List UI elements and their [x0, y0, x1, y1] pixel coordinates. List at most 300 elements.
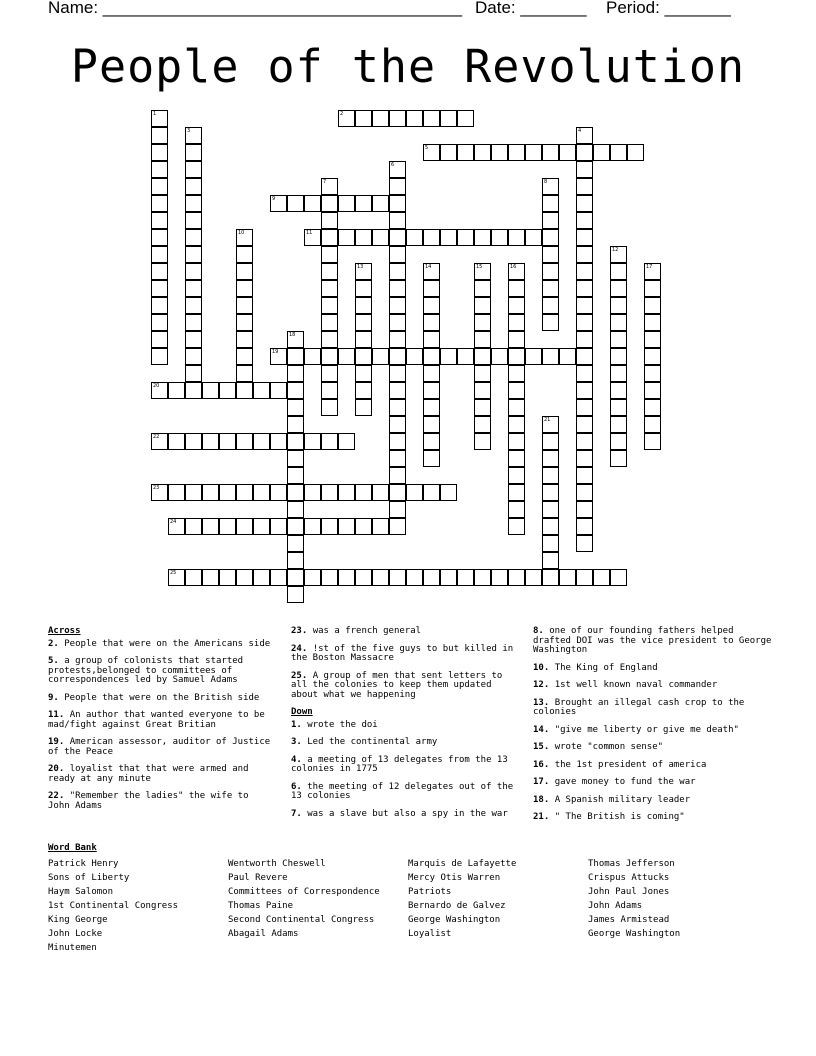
- grid-cell[interactable]: [440, 110, 457, 127]
- grid-cell[interactable]: [389, 518, 406, 535]
- grid-cell[interactable]: [151, 331, 168, 348]
- grid-cell[interactable]: [457, 348, 474, 365]
- grid-cell[interactable]: [389, 161, 406, 178]
- grid-cell[interactable]: [236, 331, 253, 348]
- date-field[interactable]: Date: _______: [475, 0, 587, 17]
- grid-cell[interactable]: [508, 569, 525, 586]
- grid-cell[interactable]: [338, 484, 355, 501]
- grid-cell[interactable]: [508, 331, 525, 348]
- grid-cell[interactable]: [151, 212, 168, 229]
- grid-cell[interactable]: [576, 365, 593, 382]
- grid-cell[interactable]: [423, 314, 440, 331]
- grid-cell[interactable]: [338, 195, 355, 212]
- grid-cell[interactable]: [644, 416, 661, 433]
- grid-cell[interactable]: [423, 382, 440, 399]
- grid-cell[interactable]: [287, 348, 304, 365]
- grid-cell[interactable]: [423, 110, 440, 127]
- name-field[interactable]: Name: ______________________________________: [48, 0, 463, 17]
- grid-cell[interactable]: [338, 348, 355, 365]
- grid-cell[interactable]: [270, 348, 287, 365]
- grid-cell[interactable]: [644, 433, 661, 450]
- grid-cell[interactable]: [542, 195, 559, 212]
- grid-cell[interactable]: [219, 484, 236, 501]
- grid-cell[interactable]: [423, 144, 440, 161]
- grid-cell[interactable]: [321, 229, 338, 246]
- grid-cell[interactable]: [372, 110, 389, 127]
- grid-cell[interactable]: [270, 484, 287, 501]
- grid-cell[interactable]: [576, 501, 593, 518]
- grid-cell[interactable]: [185, 246, 202, 263]
- grid-cell[interactable]: [389, 331, 406, 348]
- grid-cell[interactable]: [321, 433, 338, 450]
- grid-cell[interactable]: [389, 246, 406, 263]
- grid-cell[interactable]: [576, 161, 593, 178]
- grid-cell[interactable]: [185, 348, 202, 365]
- grid-cell[interactable]: [355, 297, 372, 314]
- grid-cell[interactable]: [270, 195, 287, 212]
- grid-cell[interactable]: [576, 535, 593, 552]
- grid-cell[interactable]: [389, 348, 406, 365]
- grid-cell[interactable]: [474, 144, 491, 161]
- grid-cell[interactable]: [542, 484, 559, 501]
- grid-cell[interactable]: [185, 280, 202, 297]
- grid-cell[interactable]: [576, 416, 593, 433]
- grid-cell[interactable]: [389, 178, 406, 195]
- grid-cell[interactable]: [389, 382, 406, 399]
- grid-cell[interactable]: [321, 297, 338, 314]
- grid-cell[interactable]: [440, 229, 457, 246]
- grid-cell[interactable]: [355, 195, 372, 212]
- grid-cell[interactable]: [287, 382, 304, 399]
- grid-cell[interactable]: [576, 263, 593, 280]
- grid-cell[interactable]: [287, 569, 304, 586]
- grid-cell[interactable]: [253, 382, 270, 399]
- grid-cell[interactable]: [593, 144, 610, 161]
- grid-cell[interactable]: [338, 433, 355, 450]
- grid-cell[interactable]: [287, 552, 304, 569]
- grid-cell[interactable]: [423, 433, 440, 450]
- grid-cell[interactable]: [355, 280, 372, 297]
- grid-cell[interactable]: [236, 484, 253, 501]
- grid-cell[interactable]: [474, 263, 491, 280]
- grid-cell[interactable]: [610, 144, 627, 161]
- grid-cell[interactable]: [321, 195, 338, 212]
- grid-cell[interactable]: [372, 348, 389, 365]
- grid-cell[interactable]: [610, 348, 627, 365]
- grid-cell[interactable]: [321, 569, 338, 586]
- grid-cell[interactable]: [423, 416, 440, 433]
- grid-cell[interactable]: [610, 314, 627, 331]
- grid-cell[interactable]: [304, 348, 321, 365]
- grid-cell[interactable]: [406, 348, 423, 365]
- grid-cell[interactable]: [321, 399, 338, 416]
- grid-cell[interactable]: [202, 569, 219, 586]
- grid-cell[interactable]: [321, 263, 338, 280]
- grid-cell[interactable]: [287, 450, 304, 467]
- grid-cell[interactable]: [423, 569, 440, 586]
- grid-cell[interactable]: [287, 501, 304, 518]
- grid-cell[interactable]: [236, 518, 253, 535]
- grid-cell[interactable]: [559, 144, 576, 161]
- grid-cell[interactable]: [185, 569, 202, 586]
- grid-cell[interactable]: [576, 433, 593, 450]
- grid-cell[interactable]: [542, 433, 559, 450]
- grid-cell[interactable]: [440, 569, 457, 586]
- grid-cell[interactable]: [287, 365, 304, 382]
- grid-cell[interactable]: [287, 195, 304, 212]
- grid-cell[interactable]: [168, 433, 185, 450]
- grid-cell[interactable]: [508, 501, 525, 518]
- grid-cell[interactable]: [474, 297, 491, 314]
- grid-cell[interactable]: [389, 365, 406, 382]
- grid-cell[interactable]: [610, 280, 627, 297]
- grid-cell[interactable]: [338, 229, 355, 246]
- grid-cell[interactable]: [321, 212, 338, 229]
- grid-cell[interactable]: [542, 314, 559, 331]
- grid-cell[interactable]: [389, 263, 406, 280]
- grid-cell[interactable]: [389, 212, 406, 229]
- grid-cell[interactable]: [576, 280, 593, 297]
- grid-cell[interactable]: [576, 127, 593, 144]
- grid-cell[interactable]: [525, 348, 542, 365]
- grid-cell[interactable]: [372, 518, 389, 535]
- grid-cell[interactable]: [576, 399, 593, 416]
- grid-cell[interactable]: [576, 484, 593, 501]
- grid-cell[interactable]: [542, 348, 559, 365]
- grid-cell[interactable]: [423, 280, 440, 297]
- grid-cell[interactable]: [185, 518, 202, 535]
- grid-cell[interactable]: [508, 297, 525, 314]
- grid-cell[interactable]: [508, 348, 525, 365]
- grid-cell[interactable]: [508, 229, 525, 246]
- grid-cell[interactable]: [151, 195, 168, 212]
- grid-cell[interactable]: [304, 569, 321, 586]
- grid-cell[interactable]: [440, 348, 457, 365]
- grid-cell[interactable]: [236, 280, 253, 297]
- grid-cell[interactable]: [355, 399, 372, 416]
- grid-cell[interactable]: [457, 569, 474, 586]
- grid-cell[interactable]: [610, 416, 627, 433]
- grid-cell[interactable]: [287, 586, 304, 603]
- grid-cell[interactable]: [440, 484, 457, 501]
- grid-cell[interactable]: [355, 348, 372, 365]
- grid-cell[interactable]: [406, 569, 423, 586]
- grid-cell[interactable]: [287, 518, 304, 535]
- grid-cell[interactable]: [508, 144, 525, 161]
- grid-cell[interactable]: [321, 280, 338, 297]
- grid-cell[interactable]: [253, 569, 270, 586]
- grid-cell[interactable]: [355, 263, 372, 280]
- grid-cell[interactable]: [372, 195, 389, 212]
- grid-cell[interactable]: [168, 484, 185, 501]
- grid-cell[interactable]: [576, 467, 593, 484]
- grid-cell[interactable]: [406, 229, 423, 246]
- grid-cell[interactable]: [542, 178, 559, 195]
- grid-cell[interactable]: [542, 212, 559, 229]
- grid-cell[interactable]: [406, 110, 423, 127]
- grid-cell[interactable]: [185, 212, 202, 229]
- grid-cell[interactable]: [202, 433, 219, 450]
- grid-cell[interactable]: [508, 399, 525, 416]
- grid-cell[interactable]: [525, 229, 542, 246]
- grid-cell[interactable]: [423, 399, 440, 416]
- grid-cell[interactable]: [321, 365, 338, 382]
- grid-cell[interactable]: [474, 399, 491, 416]
- grid-cell[interactable]: [576, 314, 593, 331]
- grid-cell[interactable]: [151, 297, 168, 314]
- grid-cell[interactable]: [389, 484, 406, 501]
- grid-cell[interactable]: [610, 331, 627, 348]
- grid-cell[interactable]: [151, 348, 168, 365]
- grid-cell[interactable]: [542, 416, 559, 433]
- grid-cell[interactable]: [610, 450, 627, 467]
- grid-cell[interactable]: [236, 382, 253, 399]
- grid-cell[interactable]: [474, 569, 491, 586]
- grid-cell[interactable]: [644, 348, 661, 365]
- grid-cell[interactable]: [372, 484, 389, 501]
- grid-cell[interactable]: [389, 569, 406, 586]
- grid-cell[interactable]: [508, 518, 525, 535]
- grid-cell[interactable]: [508, 484, 525, 501]
- grid-cell[interactable]: [236, 263, 253, 280]
- grid-cell[interactable]: [610, 399, 627, 416]
- grid-cell[interactable]: [576, 178, 593, 195]
- grid-cell[interactable]: [423, 263, 440, 280]
- grid-cell[interactable]: [423, 348, 440, 365]
- grid-cell[interactable]: [576, 382, 593, 399]
- grid-cell[interactable]: [474, 416, 491, 433]
- grid-cell[interactable]: [338, 518, 355, 535]
- grid-cell[interactable]: [304, 484, 321, 501]
- grid-cell[interactable]: [542, 467, 559, 484]
- grid-cell[interactable]: [219, 382, 236, 399]
- grid-cell[interactable]: [355, 229, 372, 246]
- grid-cell[interactable]: [389, 416, 406, 433]
- grid-cell[interactable]: [644, 331, 661, 348]
- grid-cell[interactable]: [355, 331, 372, 348]
- grid-cell[interactable]: [389, 399, 406, 416]
- grid-cell[interactable]: [270, 518, 287, 535]
- grid-cell[interactable]: [185, 433, 202, 450]
- grid-cell[interactable]: [389, 297, 406, 314]
- grid-cell[interactable]: [576, 297, 593, 314]
- grid-cell[interactable]: [610, 263, 627, 280]
- grid-cell[interactable]: [389, 467, 406, 484]
- grid-cell[interactable]: [185, 331, 202, 348]
- grid-cell[interactable]: [610, 297, 627, 314]
- grid-cell[interactable]: [236, 314, 253, 331]
- grid-cell[interactable]: [389, 314, 406, 331]
- grid-cell[interactable]: [253, 433, 270, 450]
- grid-cell[interactable]: [270, 433, 287, 450]
- grid-cell[interactable]: [253, 518, 270, 535]
- grid-cell[interactable]: [508, 314, 525, 331]
- grid-cell[interactable]: [593, 569, 610, 586]
- grid-cell[interactable]: [610, 246, 627, 263]
- grid-cell[interactable]: [185, 263, 202, 280]
- grid-cell[interactable]: [474, 331, 491, 348]
- grid-cell[interactable]: [474, 280, 491, 297]
- grid-cell[interactable]: [389, 195, 406, 212]
- grid-cell[interactable]: [542, 263, 559, 280]
- grid-cell[interactable]: [151, 314, 168, 331]
- grid-cell[interactable]: [644, 382, 661, 399]
- grid-cell[interactable]: [559, 569, 576, 586]
- grid-cell[interactable]: [287, 484, 304, 501]
- grid-cell[interactable]: [474, 348, 491, 365]
- grid-cell[interactable]: [576, 569, 593, 586]
- grid-cell[interactable]: [321, 348, 338, 365]
- grid-cell[interactable]: [185, 161, 202, 178]
- grid-cell[interactable]: [508, 433, 525, 450]
- grid-cell[interactable]: [321, 484, 338, 501]
- grid-cell[interactable]: [576, 246, 593, 263]
- grid-cell[interactable]: [321, 518, 338, 535]
- grid-cell[interactable]: [644, 399, 661, 416]
- grid-cell[interactable]: [644, 280, 661, 297]
- grid-cell[interactable]: [576, 518, 593, 535]
- grid-cell[interactable]: [321, 331, 338, 348]
- grid-cell[interactable]: [576, 450, 593, 467]
- grid-cell[interactable]: [644, 314, 661, 331]
- grid-cell[interactable]: [236, 569, 253, 586]
- grid-cell[interactable]: [389, 501, 406, 518]
- grid-cell[interactable]: [321, 178, 338, 195]
- grid-cell[interactable]: [202, 484, 219, 501]
- grid-cell[interactable]: [508, 263, 525, 280]
- grid-cell[interactable]: [185, 484, 202, 501]
- grid-cell[interactable]: [355, 484, 372, 501]
- grid-cell[interactable]: [542, 450, 559, 467]
- grid-cell[interactable]: [151, 280, 168, 297]
- grid-cell[interactable]: [287, 467, 304, 484]
- grid-cell[interactable]: [508, 280, 525, 297]
- grid-cell[interactable]: [423, 365, 440, 382]
- grid-cell[interactable]: [355, 314, 372, 331]
- grid-cell[interactable]: [610, 433, 627, 450]
- grid-cell[interactable]: [185, 195, 202, 212]
- grid-cell[interactable]: [474, 433, 491, 450]
- grid-cell[interactable]: [355, 518, 372, 535]
- grid-cell[interactable]: [372, 229, 389, 246]
- grid-cell[interactable]: [423, 484, 440, 501]
- grid-cell[interactable]: [610, 382, 627, 399]
- grid-cell[interactable]: [168, 569, 185, 586]
- grid-cell[interactable]: [185, 314, 202, 331]
- grid-cell[interactable]: [576, 348, 593, 365]
- grid-cell[interactable]: [355, 382, 372, 399]
- grid-cell[interactable]: [287, 331, 304, 348]
- grid-cell[interactable]: [457, 229, 474, 246]
- grid-cell[interactable]: [508, 450, 525, 467]
- grid-cell[interactable]: [576, 144, 593, 161]
- grid-cell[interactable]: [287, 535, 304, 552]
- grid-cell[interactable]: [151, 263, 168, 280]
- grid-cell[interactable]: [542, 280, 559, 297]
- grid-cell[interactable]: [389, 433, 406, 450]
- grid-cell[interactable]: [542, 229, 559, 246]
- grid-cell[interactable]: [304, 229, 321, 246]
- grid-cell[interactable]: [576, 331, 593, 348]
- grid-cell[interactable]: [151, 144, 168, 161]
- grid-cell[interactable]: [185, 365, 202, 382]
- grid-cell[interactable]: [219, 569, 236, 586]
- grid-cell[interactable]: [355, 110, 372, 127]
- grid-cell[interactable]: [389, 229, 406, 246]
- grid-cell[interactable]: [559, 348, 576, 365]
- grid-cell[interactable]: [542, 569, 559, 586]
- grid-cell[interactable]: [185, 144, 202, 161]
- grid-cell[interactable]: [542, 535, 559, 552]
- grid-cell[interactable]: [644, 263, 661, 280]
- grid-cell[interactable]: [508, 467, 525, 484]
- grid-cell[interactable]: [185, 297, 202, 314]
- grid-cell[interactable]: [270, 569, 287, 586]
- grid-cell[interactable]: [610, 569, 627, 586]
- grid-cell[interactable]: [440, 144, 457, 161]
- grid-cell[interactable]: [423, 331, 440, 348]
- grid-cell[interactable]: [253, 484, 270, 501]
- period-field[interactable]: Period: _______: [606, 0, 731, 17]
- grid-cell[interactable]: [304, 433, 321, 450]
- grid-cell[interactable]: [185, 382, 202, 399]
- grid-cell[interactable]: [185, 127, 202, 144]
- grid-cell[interactable]: [236, 365, 253, 382]
- grid-cell[interactable]: [287, 416, 304, 433]
- grid-cell[interactable]: [644, 297, 661, 314]
- grid-cell[interactable]: [457, 144, 474, 161]
- grid-cell[interactable]: [219, 433, 236, 450]
- grid-cell[interactable]: [542, 297, 559, 314]
- grid-cell[interactable]: [151, 127, 168, 144]
- grid-cell[interactable]: [423, 297, 440, 314]
- grid-cell[interactable]: [270, 382, 287, 399]
- grid-cell[interactable]: [304, 518, 321, 535]
- grid-cell[interactable]: [474, 229, 491, 246]
- grid-cell[interactable]: [321, 382, 338, 399]
- grid-cell[interactable]: [542, 501, 559, 518]
- grid-cell[interactable]: [576, 229, 593, 246]
- grid-cell[interactable]: [372, 569, 389, 586]
- grid-cell[interactable]: [151, 484, 168, 501]
- grid-cell[interactable]: [338, 569, 355, 586]
- grid-cell[interactable]: [542, 552, 559, 569]
- grid-cell[interactable]: [389, 450, 406, 467]
- grid-cell[interactable]: [389, 110, 406, 127]
- grid-cell[interactable]: [474, 365, 491, 382]
- grid-cell[interactable]: [542, 144, 559, 161]
- grid-cell[interactable]: [185, 178, 202, 195]
- grid-cell[interactable]: [508, 382, 525, 399]
- grid-cell[interactable]: [338, 110, 355, 127]
- grid-cell[interactable]: [168, 518, 185, 535]
- grid-cell[interactable]: [151, 178, 168, 195]
- grid-cell[interactable]: [491, 229, 508, 246]
- grid-cell[interactable]: [185, 229, 202, 246]
- grid-cell[interactable]: [287, 433, 304, 450]
- grid-cell[interactable]: [168, 382, 185, 399]
- grid-cell[interactable]: [525, 144, 542, 161]
- grid-cell[interactable]: [151, 161, 168, 178]
- grid-cell[interactable]: [423, 229, 440, 246]
- grid-cell[interactable]: [321, 246, 338, 263]
- grid-cell[interactable]: [474, 382, 491, 399]
- grid-cell[interactable]: [542, 246, 559, 263]
- grid-cell[interactable]: [219, 518, 236, 535]
- grid-cell[interactable]: [236, 229, 253, 246]
- grid-cell[interactable]: [576, 195, 593, 212]
- grid-cell[interactable]: [236, 297, 253, 314]
